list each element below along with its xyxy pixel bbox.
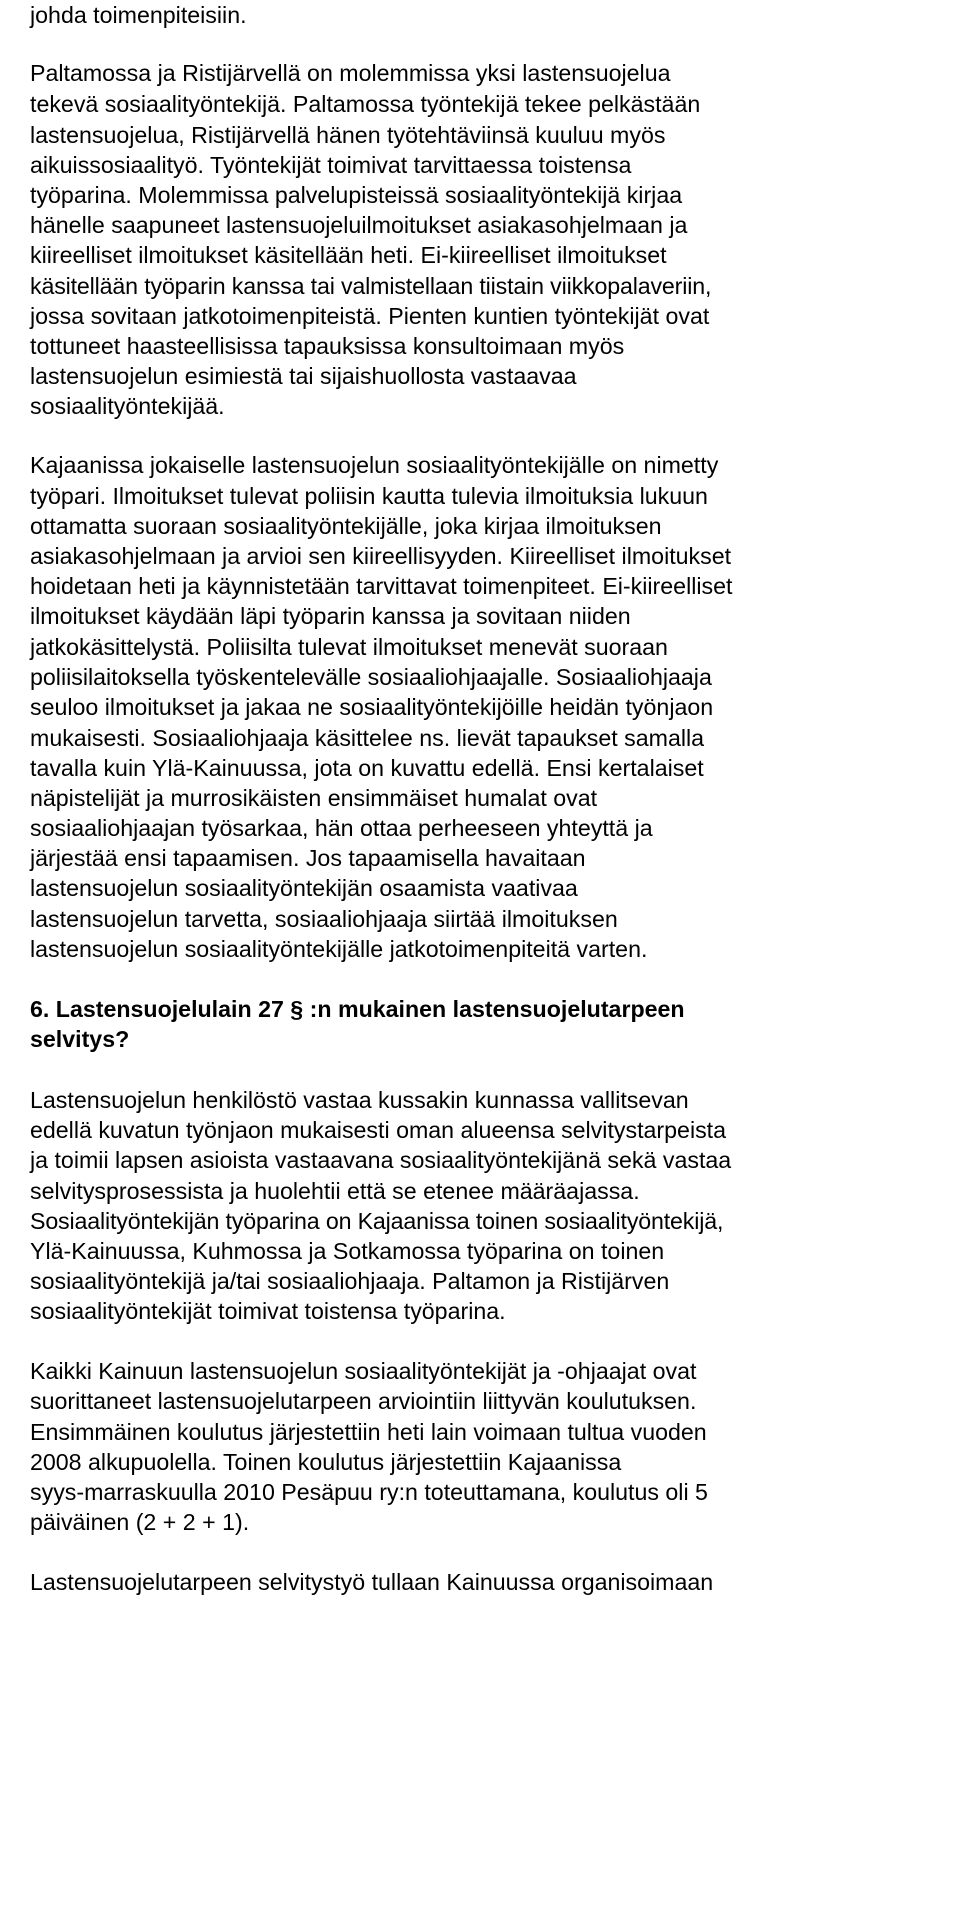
text-line: mukaisesti. Sosiaaliohjaaja käsittelee ns. lievät tapaukset samalla (30, 725, 705, 751)
text-line: lastensuojelun sosiaalityöntekijälle jatkotoimenpiteitä varten. (30, 936, 648, 962)
text-line: lastensuojelun tarvetta, sosiaaliohjaaja siirtää ilmoituksen (30, 906, 618, 932)
text-line: Kaikki Kainuun lastensuojelun sosiaalityöntekijät ja -ohjaajat ovat (30, 1358, 697, 1384)
text-line: syys-marraskuulla 2010 Pesäpuu ry:n toteuttamana, koulutus oli 5 (30, 1479, 708, 1505)
text-line: asiakasohjelmaan ja arvioi sen kiireellisyyden. Kiireelliset ilmoitukset (30, 543, 732, 569)
text-line: edellä kuvatun työnjaon mukaisesti oman alueensa selvitystarpeista (30, 1117, 727, 1143)
text-line: näpistelijät ja murrosikäisten ensimmäiset humalat ovat (30, 785, 598, 811)
text-line: seuloo ilmoitukset ja jakaa ne sosiaalityöntekijöille heidän työnjaon (30, 694, 714, 720)
text-line: ilmoitukset käydään läpi työparin kanssa ja sovitaan niiden (30, 603, 631, 629)
text-line: lastensuojelun esimiestä tai sijaishuollosta vastaavaa (30, 363, 577, 389)
text-line: 2008 alkupuolella. Toinen koulutus järjestettiin Kajaanissa (30, 1449, 622, 1475)
text-line: suorittaneet lastensuojelutarpeen arviointiin liittyvän koulutuksen. (30, 1388, 697, 1414)
text-line: jatkokäsittelystä. Poliisilta tulevat ilmoitukset menevät suoraan (30, 634, 668, 660)
text-line: ottamatta suoraan sosiaalityöntekijälle, joka kirjaa ilmoituksen (30, 513, 662, 539)
text-line: aikuissosiaalityö. Työntekijät toimivat tarvittaessa toistensa (30, 152, 632, 178)
text-line: tavalla kuin Ylä-Kainuussa, jota on kuvattu edellä. Ensi kertalaiset (30, 755, 704, 781)
text-line: hänelle saapuneet lastensuojeluilmoitukset asiakasohjelmaan ja (30, 212, 688, 238)
text-line: sosiaaliohjaajan työsarkaa, hän ottaa perheeseen yhteyttä ja (30, 815, 653, 841)
text-line: Paltamossa ja Ristijärvellä on molemmissa yksi lastensuojelua (30, 60, 671, 86)
text-line: Ensimmäinen koulutus järjestettiin heti lain voimaan tultua vuoden (30, 1419, 707, 1445)
text-line: poliisilaitoksella työskentelevälle sosiaaliohjaajalle. Sosiaaliohjaaja (30, 664, 712, 690)
text-line: käsitellään työparin kanssa tai valmistellaan tiistain viikkopalaveriin, (30, 273, 712, 299)
text-line: johda toimenpiteisiin. (30, 2, 247, 28)
text-line: Lastensuojelutarpeen selvitystyö tullaan Kainuussa organisoimaan (30, 1569, 714, 1595)
text-line: kiireelliset ilmoitukset käsitellään heti. Ei-kiireelliset ilmoitukset (30, 242, 667, 268)
text-line: työparina. Molemmissa palvelupisteissä sosiaalityöntekijä kirjaa (30, 182, 683, 208)
text-line: lastensuojelun sosiaalityöntekijän osaamista vaativaa (30, 875, 578, 901)
text-line: lastensuojelua, Ristijärvellä hänen työtehtäviinsä kuuluu myös (30, 122, 666, 148)
text-line: työpari. Ilmoitukset tulevat poliisin kautta tulevia ilmoituksia lukuun (30, 483, 708, 509)
text-line: Sosiaalityöntekijän työparina on Kajaanissa toinen sosiaalityöntekijä, (30, 1208, 724, 1234)
text-line: Ylä-Kainuussa, Kuhmossa ja Sotkamossa työparina on toinen (30, 1238, 665, 1264)
section-heading: selvitys? (30, 1026, 130, 1052)
text-line: sosiaalityöntekijää. (30, 393, 225, 419)
text-line: Lastensuojelun henkilöstö vastaa kussakin kunnassa vallitsevan (30, 1087, 689, 1113)
text-line: tottuneet haasteellisissa tapauksissa konsultoimaan myös (30, 333, 625, 359)
text-line: jossa sovitaan jatkotoimenpiteistä. Pienten kuntien työntekijät ovat (30, 303, 710, 329)
section-heading: 6. Lastensuojelulain 27 § :n mukainen lastensuojelutarpeen (30, 996, 685, 1022)
text-line: ja toimii lapsen asioista vastaavana sosiaalityöntekijänä sekä vastaa (30, 1147, 732, 1173)
text-line: sosiaalityöntekijä ja/tai sosiaaliohjaaja. Paltamon ja Ristijärven (30, 1268, 670, 1294)
text-line: hoidetaan heti ja käynnistetään tarvittavat toimenpiteet. Ei-kiireelliset (30, 573, 733, 599)
text-line: sosiaalityöntekijät toimivat toistensa työparina. (30, 1298, 506, 1324)
text-line: päiväinen (2 + 2 + 1). (30, 1509, 250, 1535)
text-line: järjestää ensi tapaamisen. Jos tapaamisella havaitaan (30, 845, 586, 871)
text-line: selvitysprosessista ja huolehtii että se etenee määräajassa. (30, 1178, 640, 1204)
text-line: tekevä sosiaalityöntekijä. Paltamossa työntekijä tekee pelkästään (30, 91, 701, 117)
text-line: Kajaanissa jokaiselle lastensuojelun sosiaalityöntekijälle on nimetty (30, 452, 719, 478)
